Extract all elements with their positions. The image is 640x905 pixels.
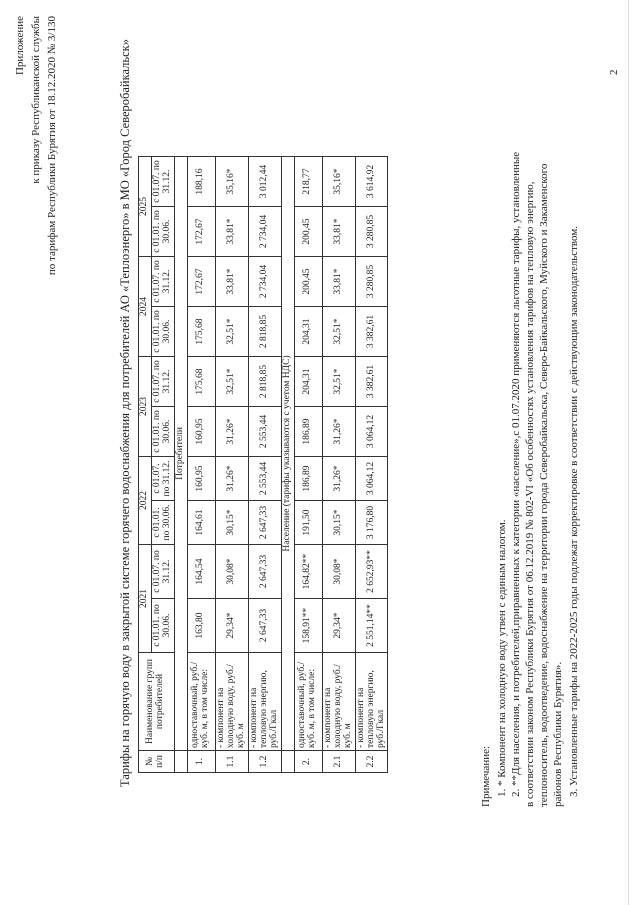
cell-value: 30,15* bbox=[322, 501, 355, 545]
cell-value: 3 382,61 bbox=[355, 357, 388, 407]
table-row bbox=[215, 157, 248, 773]
appendix-line-2: по тарифам Республики Бурятия от 18.12.2020 № 3/130 bbox=[46, 16, 58, 276]
cell-value: 3 064,12 bbox=[355, 407, 388, 457]
cell-value: 188,16 bbox=[187, 157, 215, 207]
row-num: 2.1 bbox=[322, 751, 355, 773]
page-number: 2 bbox=[608, 69, 620, 75]
note-2-cont-3: районов Республики Бурятия». bbox=[552, 661, 564, 807]
header-row-years bbox=[139, 157, 152, 773]
cell-value: 2 734,04 bbox=[248, 257, 281, 307]
cell-value: 30,15* bbox=[215, 501, 248, 545]
row-name: одноставочный, руб./ куб. м, в том числе: bbox=[187, 653, 215, 751]
cell-value: 3 614,92 bbox=[355, 157, 388, 207]
table-row bbox=[294, 157, 322, 773]
cell-value: 3 064,12 bbox=[355, 457, 388, 501]
scan-edge bbox=[628, 0, 629, 905]
appendix-line-1: к приказу Республиканской службы bbox=[30, 16, 42, 184]
header-period: с 01.07. по 31.12. bbox=[151, 357, 174, 407]
header-period: с 01.01. по 30.06. bbox=[151, 599, 174, 653]
table-row bbox=[187, 157, 215, 773]
cell-value: 33,81* bbox=[215, 257, 248, 307]
cell-value: 186,89 bbox=[294, 457, 322, 501]
note-2-cont-2: теплоноситель, водоотведение, водоснабжение на территории города Северобайкальска, Северо-Байкальского, Муйского и Закаменского bbox=[538, 163, 550, 807]
note-1: 1. * Компонент на холодную воду утвен с единым налогом. bbox=[496, 519, 508, 797]
section-row-population bbox=[281, 157, 294, 773]
cell-value: 2 647,33 bbox=[248, 501, 281, 545]
cell-value: 31,26* bbox=[322, 407, 355, 457]
header-year: 2025 bbox=[139, 157, 152, 257]
document-title: Тарифы на горячую воду в закрытой системе горячего водоснабжения для потребителей АО «Теплоэнерго» в МО «Город Северобайкальск» bbox=[118, 39, 132, 787]
table-row bbox=[322, 157, 355, 773]
cell-value: 200,45 bbox=[294, 207, 322, 257]
row-num: 2. bbox=[294, 751, 322, 773]
cell-value: 2 553,44 bbox=[248, 457, 281, 501]
cell-value: 3 280,85 bbox=[355, 207, 388, 257]
row-num: 1.2 bbox=[248, 751, 281, 773]
row-num: 1.1 bbox=[215, 751, 248, 773]
cell-value: 175,68 bbox=[187, 357, 215, 407]
cell-value: 3 012,44 bbox=[248, 157, 281, 207]
table-row bbox=[248, 157, 281, 773]
appendix-title: Приложение bbox=[14, 16, 26, 76]
cell-value: 2 818,85 bbox=[248, 307, 281, 357]
row-num: 2.2 bbox=[355, 751, 388, 773]
cell-value: 2 734,04 bbox=[248, 207, 281, 257]
row-name: - компонент на тепловую энергию, руб./Гкал bbox=[355, 653, 388, 751]
cell-value: 3 176,80 bbox=[355, 501, 388, 545]
cell-value: 204,31 bbox=[294, 307, 322, 357]
cell-value: 33,81* bbox=[322, 257, 355, 307]
notes-heading: Примечание: bbox=[480, 745, 492, 807]
cell-value: 32,51* bbox=[215, 307, 248, 357]
cell-value: 191,50 bbox=[294, 501, 322, 545]
cell-value: 30,08* bbox=[215, 545, 248, 599]
cell-value: 33,81* bbox=[215, 207, 248, 257]
cell-value: 175,68 bbox=[187, 307, 215, 357]
cell-value: 32,51* bbox=[322, 307, 355, 357]
cell-value: 35,16* bbox=[215, 157, 248, 207]
header-period: с 01.01. по 30.06. bbox=[151, 407, 174, 457]
header-num: № п/п bbox=[139, 751, 175, 773]
cell-value: 2 551,14** bbox=[355, 599, 388, 653]
row-name: одноставочный, руб./ куб. м, в том числе: bbox=[294, 653, 322, 751]
tariff-table bbox=[138, 156, 388, 773]
cell-value: 30,08* bbox=[322, 545, 355, 599]
cell-value: 3 382,61 bbox=[355, 307, 388, 357]
header-period: с 01.01. по 30.06. bbox=[151, 307, 174, 357]
note-2-cont-1: в соответствии законом Республики Бурятия от 06.12.2019 № 802-VI «Об особенностях установления тарифов на тепловую энергию, bbox=[524, 181, 536, 807]
cell-value: 158,91** bbox=[294, 599, 322, 653]
cell-value: 31,26* bbox=[322, 457, 355, 501]
cell-value: 200,45 bbox=[294, 257, 322, 307]
row-name: - компонент на холодную воду, руб./ куб. м bbox=[215, 653, 248, 751]
cell-value: 186,89 bbox=[294, 407, 322, 457]
cell-value: 163,80 bbox=[187, 599, 215, 653]
header-year: 2024 bbox=[139, 257, 152, 357]
row-name: - компонент на тепловую энергию, руб./Гкал bbox=[248, 653, 281, 751]
note-2: 2. **Для населения, и потребителей,приравненных к категории «население»,с 01.07.2020 применяются льготные тарифы, установленные bbox=[510, 151, 522, 797]
cell-value: 29,34* bbox=[215, 599, 248, 653]
cell-value: 2 553,44 bbox=[248, 407, 281, 457]
cell-value: 164,82** bbox=[294, 545, 322, 599]
cell-value: 160,95 bbox=[187, 457, 215, 501]
row-name: - компонент на холодную воду, руб./ куб. м bbox=[322, 653, 355, 751]
cell-value: 3 280,85 bbox=[355, 257, 388, 307]
header-period: с 01.07. по 31.12. bbox=[151, 157, 174, 207]
cell-value: 164,61 bbox=[187, 501, 215, 545]
header-group: Наименование групп потребителей bbox=[139, 653, 175, 751]
row-num: 1. bbox=[187, 751, 215, 773]
section-consumers: Потребители bbox=[174, 157, 187, 751]
cell-value: 164,54 bbox=[187, 545, 215, 599]
cell-value: 2 652,93** bbox=[355, 545, 388, 599]
cell-value: 2 647,33 bbox=[248, 599, 281, 653]
header-period: с 01.07. по 31.12. bbox=[151, 257, 174, 307]
section-row-consumers bbox=[174, 157, 187, 773]
table-row bbox=[355, 157, 388, 773]
cell-value: 32,51* bbox=[215, 357, 248, 407]
cell-value: 218,77 bbox=[294, 157, 322, 207]
cell-value: 29,34* bbox=[322, 599, 355, 653]
header-year: 2022 bbox=[139, 457, 152, 545]
cell-value: 35,16* bbox=[322, 157, 355, 207]
header-period: с 01.07. по 31.12. bbox=[151, 545, 174, 599]
note-3: 3. Установленные тарифы на 2022-2025 годы подлежат корректировке в соответствии с действующим законодательством. bbox=[568, 225, 580, 797]
cell-value: 33,81* bbox=[322, 207, 355, 257]
header-year: 2023 bbox=[139, 357, 152, 457]
cell-value: 31,26* bbox=[215, 457, 248, 501]
section-population: Население (тарифы указываются с учетом НДС) bbox=[281, 157, 294, 751]
header-period: с 01.01. по 30.06. bbox=[151, 501, 174, 545]
cell-value: 204,31 bbox=[294, 357, 322, 407]
cell-value: 160,95 bbox=[187, 407, 215, 457]
header-period: с 01.07. по 31.12. bbox=[151, 457, 174, 501]
cell-value: 172,67 bbox=[187, 257, 215, 307]
cell-value: 2 647,33 bbox=[248, 545, 281, 599]
header-period: с 01.01. по 30.06. bbox=[151, 207, 174, 257]
header-year: 2021 bbox=[139, 545, 152, 653]
cell-value: 32,51* bbox=[322, 357, 355, 407]
cell-value: 31,26* bbox=[215, 407, 248, 457]
cell-value: 2 818,85 bbox=[248, 357, 281, 407]
cell-value: 172,67 bbox=[187, 207, 215, 257]
